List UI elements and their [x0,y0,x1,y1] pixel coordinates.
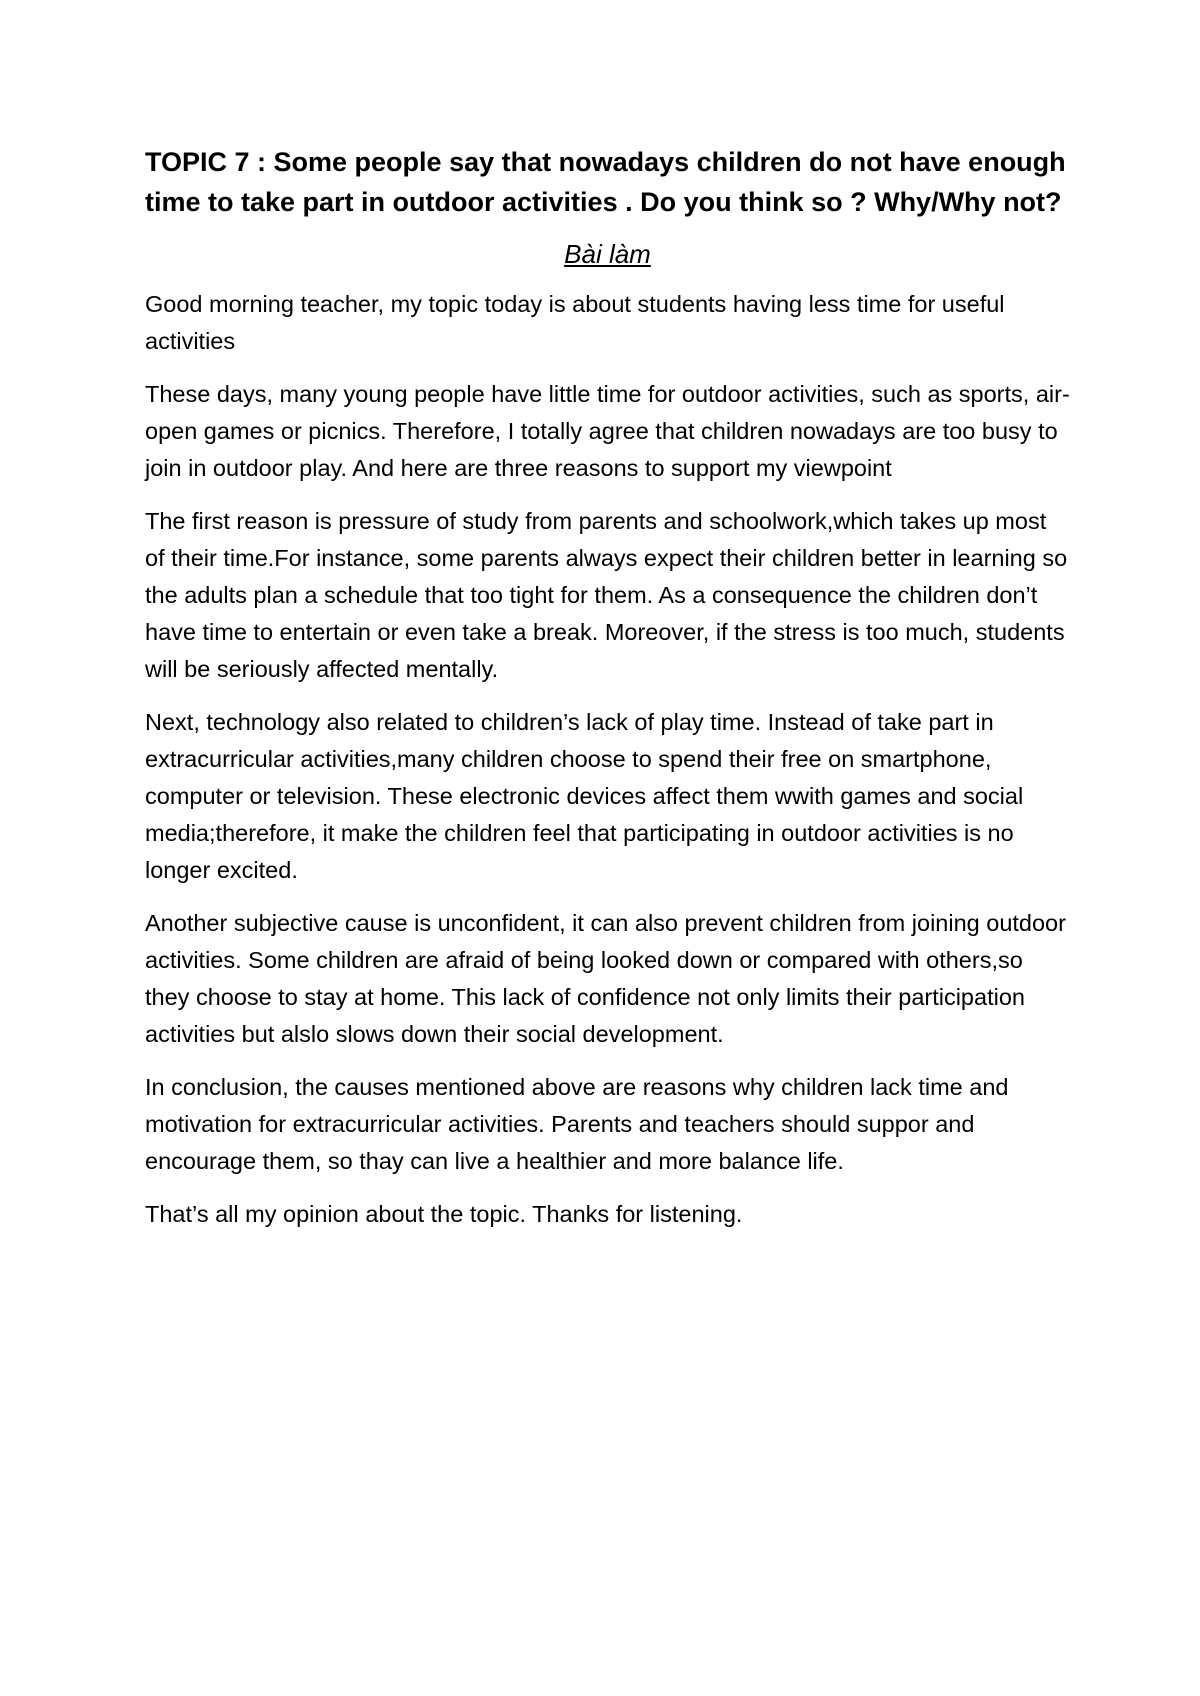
paragraph-closing: That’s all my opinion about the topic. Thanks for listening. [145,1201,743,1227]
paragraph-reason-one: The first reason is pressure of study from parents and schoolwork,which takes up most of their time.For instance, some parents always expect their children better in learning so the adults plan a schedule that too tight for them. As a consequence the children don’t have time to entertain or even take a break. Moreover, if the stress is too much, students will be seriously affected mentally. [145,508,1068,682]
document-subheading: Bài làm [564,239,651,269]
paragraph-intro: Good morning teacher, my topic today is about students having less time for useful activities [145,291,1005,354]
document-title: TOPIC 7 : Some people say that nowadays children do not have enough time to take part in outdoor activities . Do you think so ? Why/Why not? [145,147,1066,217]
paragraph-conclusion: In conclusion, the causes mentioned above are reasons why children lack time and motivation for extracurricular activities. Parents and teachers should suppor and encourage them, so thay can live a healthier and more balance life. [145,1074,1009,1174]
paragraph-thesis: These days, many young people have little time for outdoor activities, such as sports, air-open games or picnics. Therefore, I totally agree that children nowadays are too busy to join in outdoor play. And here are three reasons to support my viewpoint [145,381,1070,481]
paragraph-reason-three: Another subjective cause is unconfident, it can also prevent children from joining outdoor activities. Some children are afraid of being looked down or compared with others,so they choose to stay at home. This lack of confidence not only limits their participation activities but alslo slows down their social development. [145,910,1066,1047]
paragraph-reason-two: Next, technology also related to children’s lack of play time. Instead of take part in extracurricular activities,many children choose to spend their free on smartphone, computer or television. These electronic devices affect them wwith games and social media;therefore, it make the children feel that participating in outdoor activities is no longer excited. [145,709,1024,883]
